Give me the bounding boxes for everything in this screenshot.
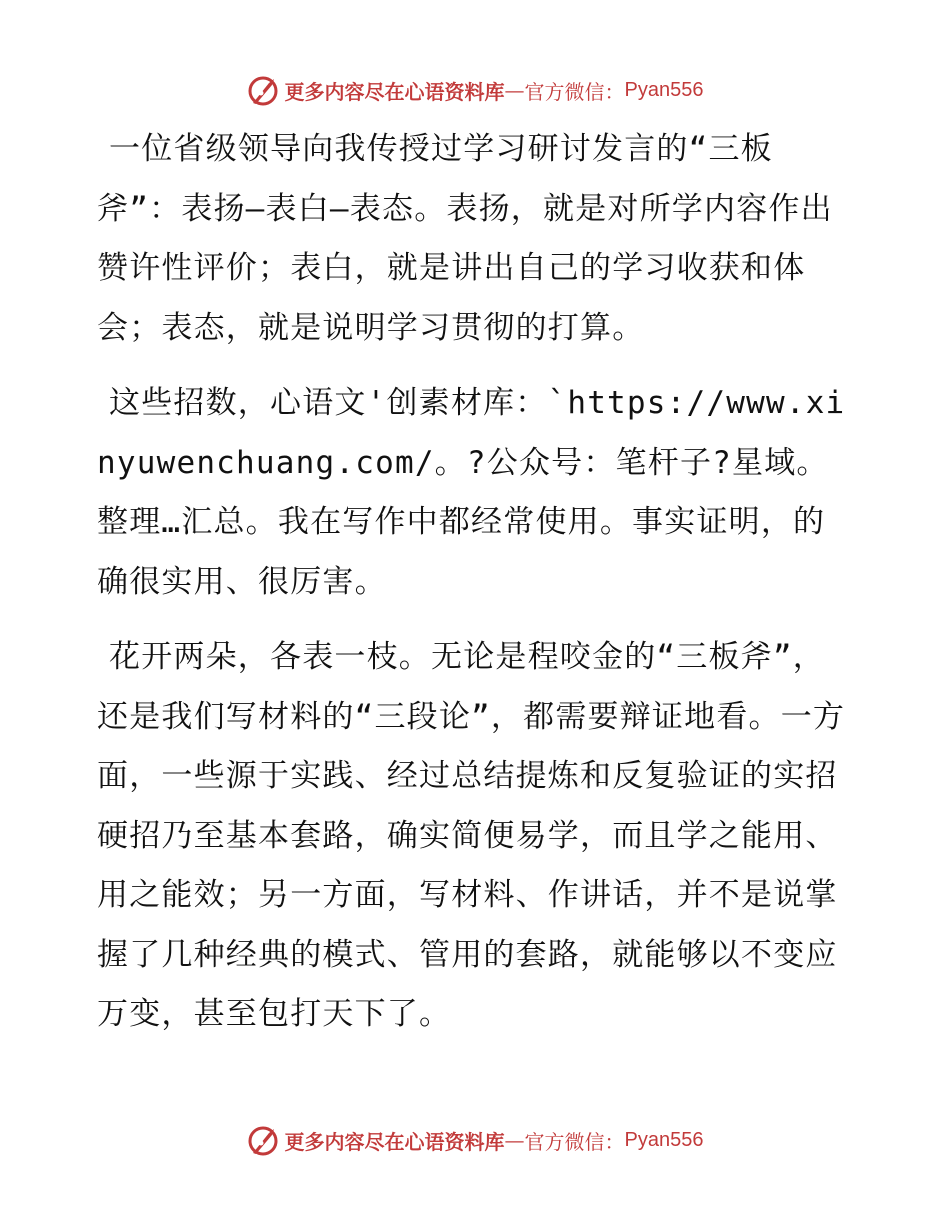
- banner-separator: —: [504, 78, 525, 102]
- banner-main-text: 更多内容尽在心语资料库: [284, 1129, 505, 1154]
- banner-wechat-id: Pyan556: [624, 78, 704, 101]
- pen-logo-icon: [247, 73, 281, 107]
- banner-sub-text: 官方微信：: [524, 1129, 625, 1154]
- banner-sub-text: 官方微信：: [524, 79, 625, 104]
- banner-wechat-id: Pyan556: [624, 1128, 704, 1151]
- banner-separator: —: [504, 1128, 525, 1152]
- pen-logo-icon: [247, 1123, 281, 1157]
- document-body: [97, 120, 853, 1061]
- paragraph-2: 这些招数，心语文'创素材库：`https://www.xinyuwenchuang.com/。?公众号：笔杆子?星域。整理…汇总。我在写作中都经常使用。事实证明，的确很实用、很厉害。: [97, 385, 846, 600]
- paragraph-3: 花开两朵，各表一枝。无论是程咬金的“三板斧”，还是我们写材料的“三段论”，都需要辩证地看。一方面，一些源于实践、经过总结提炼和反复验证的实招硬招乃至基本套路，确实简便易学，而且学之能用、用之能效；另一方面，写材料、作讲话，并不是说掌握了几种经典的模式、管用的套路，就能够以不变应万变，甚至包打天下了。: [97, 639, 846, 1032]
- banner-main-text: 更多内容尽在心语资料库: [284, 79, 505, 104]
- paragraph-1: 一位省级领导向我传授过学习研讨发言的“三板斧”：表扬—表白—表态。表扬，就是对所学内容作出赞许性评价；表白，就是讲出自己的学习收获和体会；表态，就是说明学习贯彻的打算。: [97, 131, 833, 346]
- footer-banner: [0, 1122, 950, 1158]
- header-banner: [0, 72, 950, 108]
